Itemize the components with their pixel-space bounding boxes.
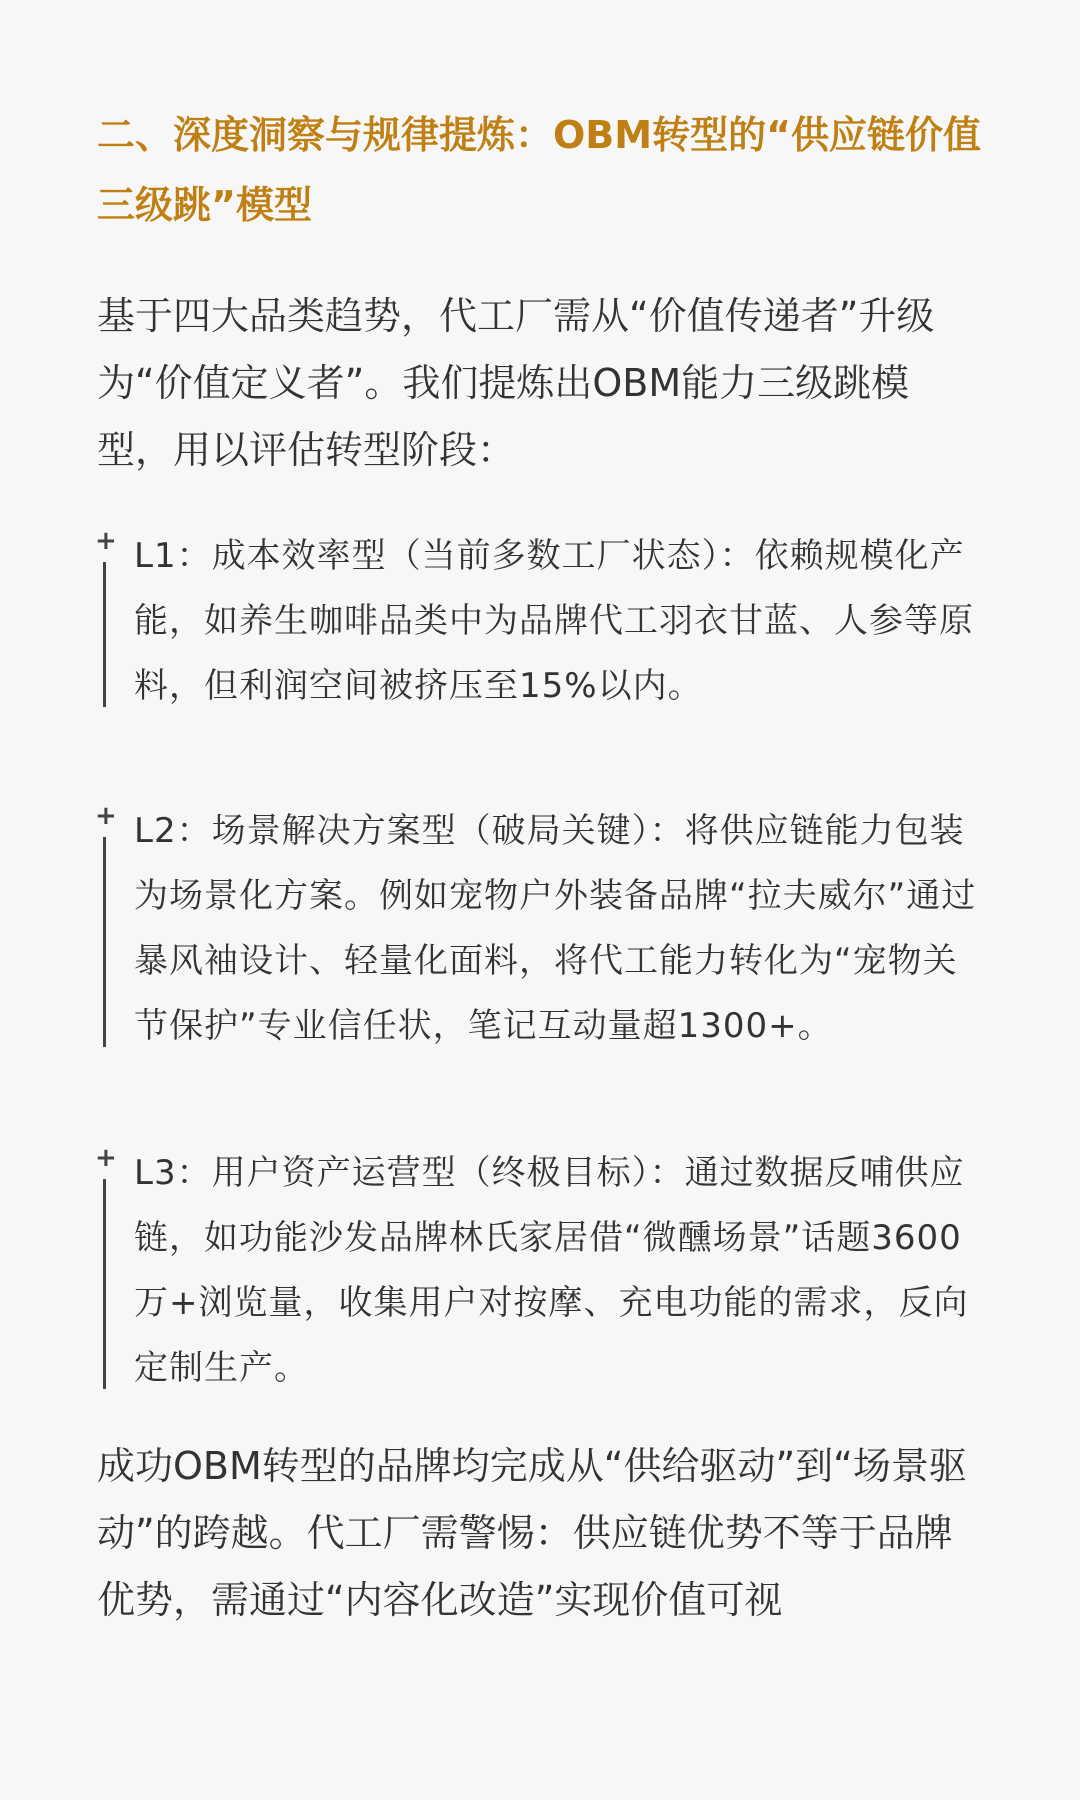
list-item-l2: [97, 799, 985, 1059]
list-item-l1: [97, 524, 985, 719]
intro-paragraph: 基于四大品类趋势，代工厂需从“价值传递者”升级为“价值定义者”。我们提炼出OBM能力三级跳模型，用以评估转型阶段：: [97, 294, 935, 472]
vertical-bar-icon: [103, 562, 106, 707]
vertical-bar-icon: [103, 1179, 106, 1389]
vertical-bar-icon: [103, 837, 106, 1047]
section-heading: 二、深度洞察与规律提炼：OBM转型的“供应链价值三级跳”模型: [97, 113, 982, 227]
list-item-text: L3：用户资产运营型（终极目标）：通过数据反哺供应链，如功能沙发品牌林氏家居借“微醺场景”话题3600万+浏览量，收集用户对按摩、充电功能的需求，反向定制生产。: [134, 1153, 969, 1388]
list-item-text: L2：场景解决方案型（破局关键）：将供应链能力包装为场景化方案。例如宠物户外装备品牌“拉夫威尔”通过暴风袖设计、轻量化面料，将代工能力转化为“宠物关节保护”专业信任状，笔记互动量超1300+。: [134, 811, 977, 1046]
plus-icon: +: [95, 1143, 118, 1173]
plus-icon: +: [95, 801, 118, 831]
plus-icon: +: [95, 526, 118, 556]
list-item-l3: [97, 1141, 985, 1401]
conclusion-paragraph: 成功OBM转型的品牌均完成从“供给驱动”到“场景驱动”的跨越。代工厂需警惕：供应链优势不等于品牌优势，需通过“内容化改造”实现价值可视: [97, 1444, 967, 1622]
list-item-text: L1：成本效率型（当前多数工厂状态）：依赖规模化产能，如养生咖啡品类中为品牌代工羽衣甘蓝、人参等原料，但利润空间被挤压至15%以内。: [134, 536, 974, 706]
